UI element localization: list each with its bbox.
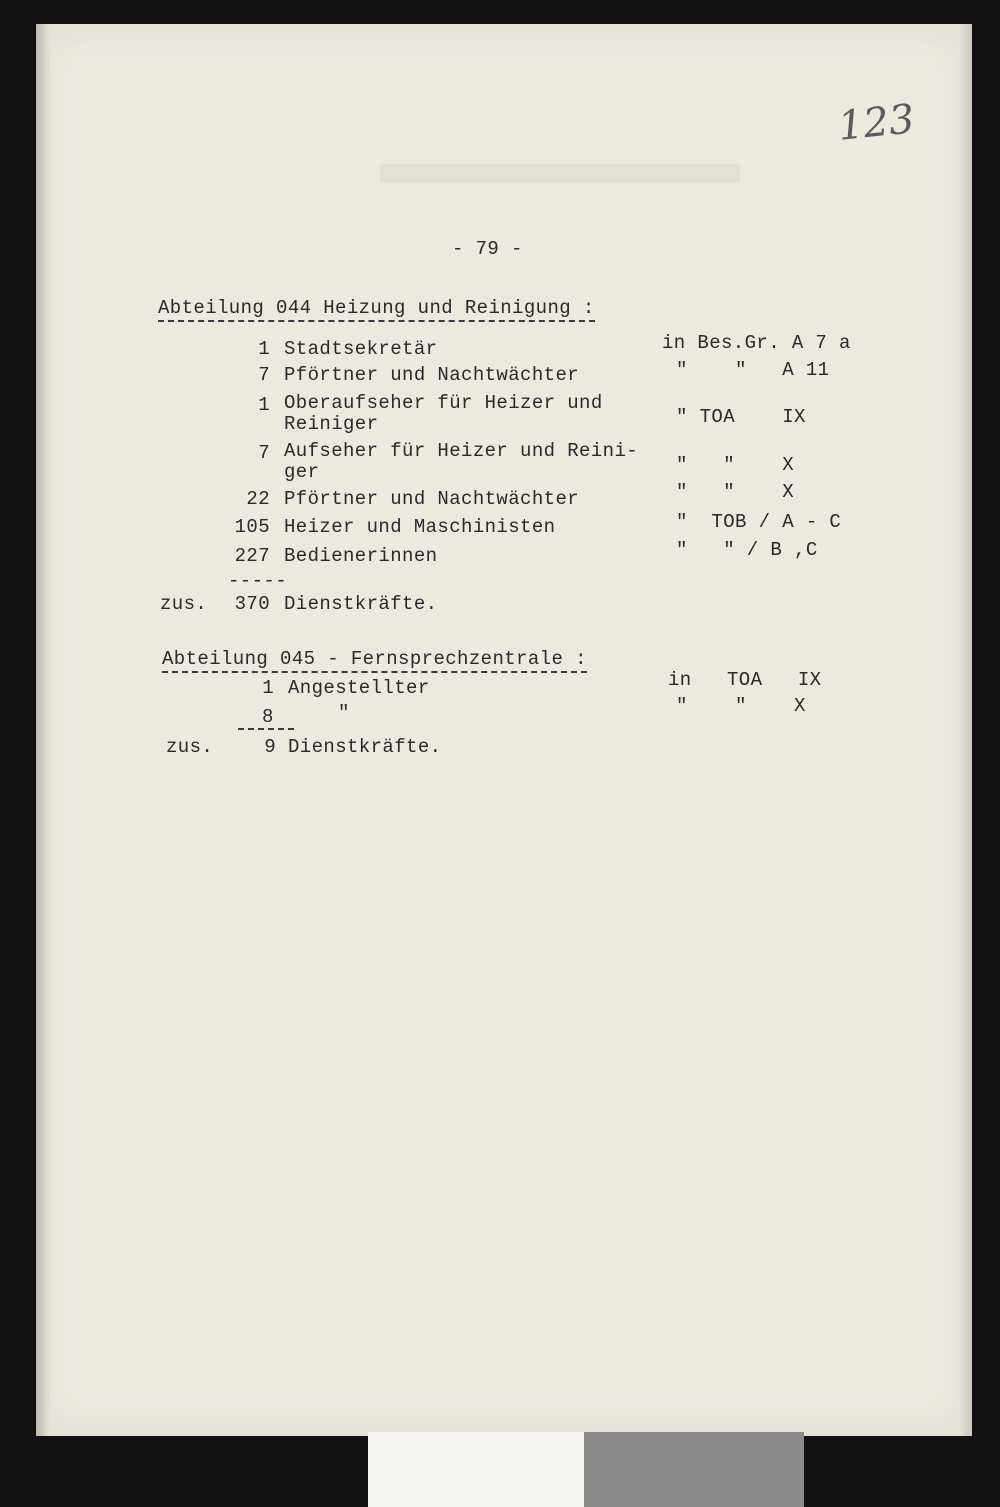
row-count: 7 <box>258 442 270 464</box>
row-count: 1 <box>258 338 270 360</box>
row-title: Bedienerinnen <box>284 545 438 567</box>
row-count: 8 <box>262 706 274 728</box>
row-count: 1 <box>258 394 270 416</box>
total-count: 9 <box>264 736 276 758</box>
page-right-edge <box>958 24 972 1436</box>
row-grade: " " A 11 <box>676 359 830 381</box>
row-title-continued: ger <box>284 461 320 483</box>
row-count: 105 <box>234 516 270 538</box>
document-page <box>36 24 972 1436</box>
section-044-heading: Abteilung 044 Heizung und Reinigung : <box>158 297 595 322</box>
row-title: Angestellter <box>288 677 430 699</box>
row-title: Pförtner und Nachtwächter <box>284 364 580 386</box>
scan-footer-grey <box>584 1432 804 1507</box>
total-text: Dienstkräfte. <box>288 736 442 758</box>
row-title: Heizer und Maschinisten <box>284 516 556 538</box>
row-grade: " " X <box>676 695 806 717</box>
row-title-continued: Reiniger <box>284 413 379 435</box>
total-label: zus. <box>160 593 208 615</box>
row-grade: " " / B ,C <box>676 539 818 561</box>
page-binding-edge <box>36 24 50 1436</box>
folio-number: 123 <box>835 96 917 150</box>
row-title: Stadtsekretär <box>284 338 438 360</box>
row-title: Oberaufseher für Heizer und <box>284 392 603 414</box>
row-grade: " TOA IX <box>676 406 806 428</box>
row-title: " <box>338 702 350 724</box>
row-count: 1 <box>262 677 274 699</box>
total-text: Dienstkräfte. <box>284 593 438 615</box>
scan-footer-white <box>368 1432 584 1507</box>
row-count: 227 <box>234 545 270 567</box>
row-grade: " " X <box>676 454 795 476</box>
show-through-text <box>380 164 740 182</box>
section-045-heading: Abteilung 045 - Fernsprechzentrale : <box>162 648 587 673</box>
total-count: 370 <box>234 593 270 615</box>
row-grade: in Bes.Gr. A 7 a <box>662 332 851 354</box>
row-grade: " TOB / A - C <box>676 511 842 533</box>
total-separator: ----- <box>228 570 288 592</box>
row-grade: " " X <box>676 481 795 503</box>
total-label: zus. <box>166 736 214 758</box>
row-count: 7 <box>258 364 270 386</box>
total-separator-line <box>238 728 294 730</box>
row-count: 22 <box>246 488 270 510</box>
page-number: - 79 - <box>452 238 523 260</box>
row-grade: in TOA IX <box>668 669 822 691</box>
row-title: Pförtner und Nachtwächter <box>284 488 580 510</box>
row-title: Aufseher für Heizer und Reini- <box>284 440 639 462</box>
